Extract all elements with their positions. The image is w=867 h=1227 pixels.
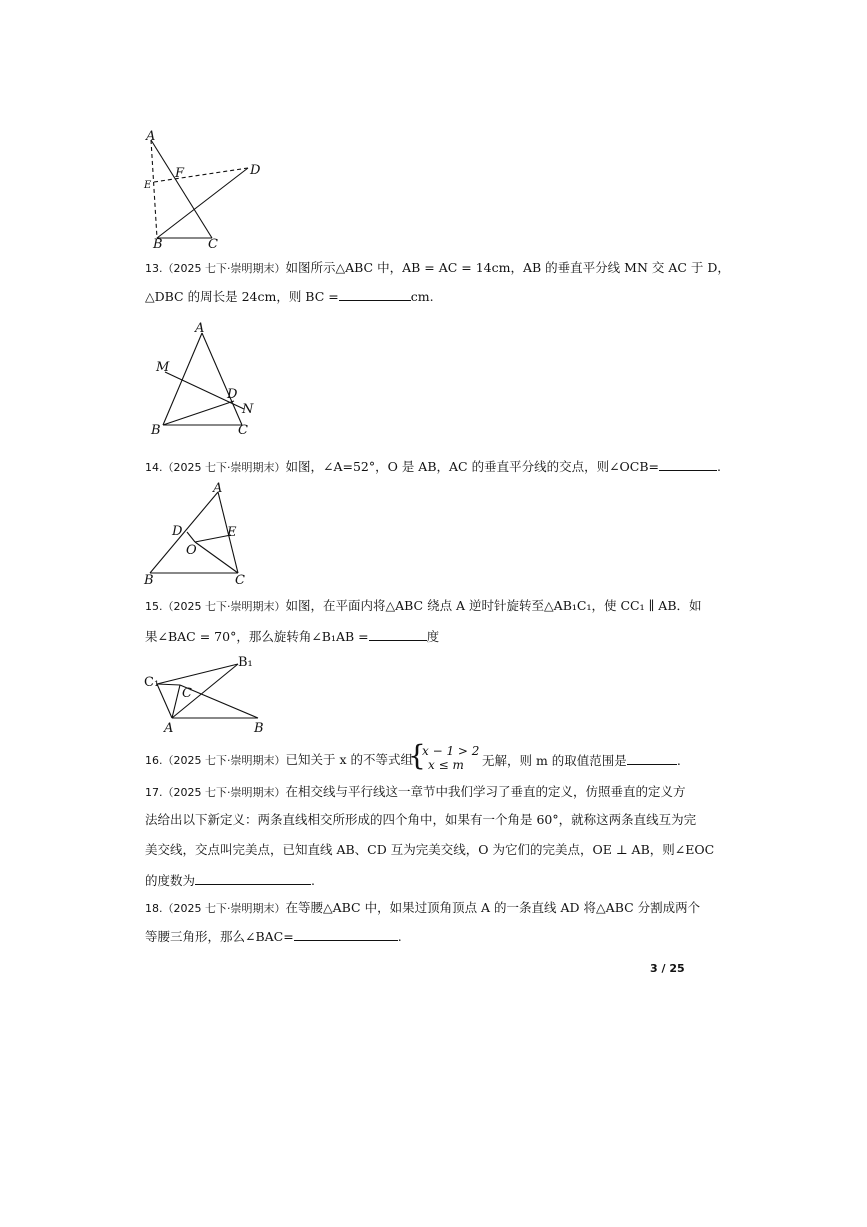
question-18-text2: 等腰三角形，那么∠BAC= <box>145 929 294 944</box>
figure-q13 <box>145 318 265 440</box>
question-13-unit: cm. <box>410 289 434 304</box>
question-18-text: 在等腰△ABC 中，如果过顶角顶点 A 的一条直线 AD 将△ABC 分割成两个 <box>285 900 701 915</box>
segment-ac <box>151 140 212 238</box>
question-15-text: 如图，在平面内将△ABC 绕点 A 逆时针旋转至△AB₁C₁，使 CC₁ ∥ AB．如 <box>285 598 702 613</box>
answer-blank-15[interactable] <box>369 626 427 641</box>
question-13-line2 <box>145 286 434 307</box>
question-17-tag: 17.（2025 七下·崇明期末） <box>145 786 286 799</box>
label-e: E <box>144 180 152 191</box>
segment-bd <box>163 401 234 425</box>
label-d: D <box>227 387 238 402</box>
label-b: B <box>151 423 161 438</box>
question-18-tag: 18.（2025 七下·崇明期末） <box>145 902 286 915</box>
label-d: D <box>250 163 261 178</box>
question-13-text: 如图所示△ABC 中，AB = AC = 14cm，AB 的垂直平分线 MN 交 AC 于 D， <box>285 260 730 275</box>
label-c: C <box>235 573 245 588</box>
question-17-line3 <box>145 840 714 860</box>
label-f: F <box>175 166 185 181</box>
question-14-tag: 14.（2025 七下·崇明期末） <box>145 461 286 474</box>
label-d: D <box>172 524 183 539</box>
label-b1: B₁ <box>238 655 253 670</box>
label-b: B <box>254 721 264 736</box>
question-14-text: 如图，∠A=52°，O 是 AB，AC 的垂直平分线的交点，则∠OCB= <box>285 459 660 474</box>
question-16-end: . <box>676 753 681 768</box>
figure-q12 <box>140 128 275 250</box>
segment-ac <box>202 333 242 425</box>
segment-ab <box>151 140 157 238</box>
label-n: N <box>242 402 254 417</box>
question-13-text2: △DBC 的周长是 24cm，则 BC = <box>145 289 339 304</box>
label-e: E <box>227 525 237 540</box>
label-c1: C₁ <box>144 675 160 690</box>
label-m: M <box>156 360 170 375</box>
question-15-unit: 度 <box>426 629 440 644</box>
question-15-text2: 果∠BAC = 70°，那么旋转角∠B₁AB = <box>145 629 369 644</box>
answer-blank-17[interactable] <box>195 870 311 885</box>
question-16-line-tail <box>482 750 681 771</box>
question-15-line1 <box>145 596 702 617</box>
label-c: C <box>208 237 218 250</box>
question-17-text4: 的度数为 <box>145 873 196 888</box>
segment-c1a <box>157 684 172 718</box>
label-a: A <box>146 129 156 144</box>
question-17-line4 <box>145 870 315 891</box>
question-16-line <box>145 750 413 771</box>
question-17-line2 <box>145 810 696 830</box>
label-b: B <box>144 573 154 588</box>
question-16-text2: 无解，则 m 的取值范围是 <box>482 753 627 768</box>
question-13-tag: 13.（2025 七下·崇明期末） <box>145 262 286 275</box>
question-16-text: 已知关于 x 的不等式组 <box>285 752 413 767</box>
question-18-line2 <box>145 926 402 947</box>
figure-q15 <box>140 654 280 738</box>
question-18-end: . <box>397 929 402 944</box>
segment-do <box>187 532 195 542</box>
figure-q14 <box>140 480 260 588</box>
answer-blank-18[interactable] <box>294 926 398 941</box>
question-17-text2: 法给出以下新定义：两条直线相交所形成的四个角中，如果有一个角是 60°，就称这两条直线互为完 <box>145 812 697 827</box>
question-16-tag: 16.（2025 七下·崇明期末） <box>145 754 286 767</box>
question-17-end: . <box>311 873 315 888</box>
question-17-text3: 美交线，交点叫完美点，已知直线 AB、CD 互为完美交线，O 为它们的完美点，OE ⊥ AB，则∠EOC <box>145 842 715 857</box>
label-c: C <box>238 423 248 438</box>
brace-glyph: { <box>408 739 426 772</box>
question-17-text: 在相交线与平行线这一章节中我们学习了垂直的定义，仿照垂直的定义方 <box>285 784 686 799</box>
question-15-line2 <box>145 626 439 647</box>
segment-bd <box>157 168 248 238</box>
page-number: 3 / 25 <box>650 962 685 975</box>
label-a: A <box>164 721 174 736</box>
label-b: B <box>153 237 163 250</box>
question-15-tag: 15.（2025 七下·崇明期末） <box>145 600 286 613</box>
question-13-line1 <box>145 258 730 279</box>
question-14-end: . <box>717 459 722 474</box>
segment-oe <box>195 535 231 542</box>
question-17-line1 <box>145 782 686 803</box>
question-18-line1 <box>145 898 700 919</box>
question-14-line <box>145 456 721 478</box>
segment-ed <box>154 168 248 182</box>
label-a: A <box>195 321 205 336</box>
answer-blank-14[interactable] <box>659 456 717 471</box>
label-c: C <box>182 686 192 701</box>
label-o: O <box>186 543 197 558</box>
answer-blank-13[interactable] <box>339 286 411 301</box>
segment-ab <box>150 492 218 573</box>
answer-blank-16[interactable] <box>627 750 677 765</box>
inequality-2: x ≤ m <box>428 758 464 772</box>
label-a: A <box>213 481 223 496</box>
segment-c1c <box>157 684 180 685</box>
inequality-1: x − 1 > 2 <box>422 744 480 758</box>
segment-ab <box>163 333 202 425</box>
